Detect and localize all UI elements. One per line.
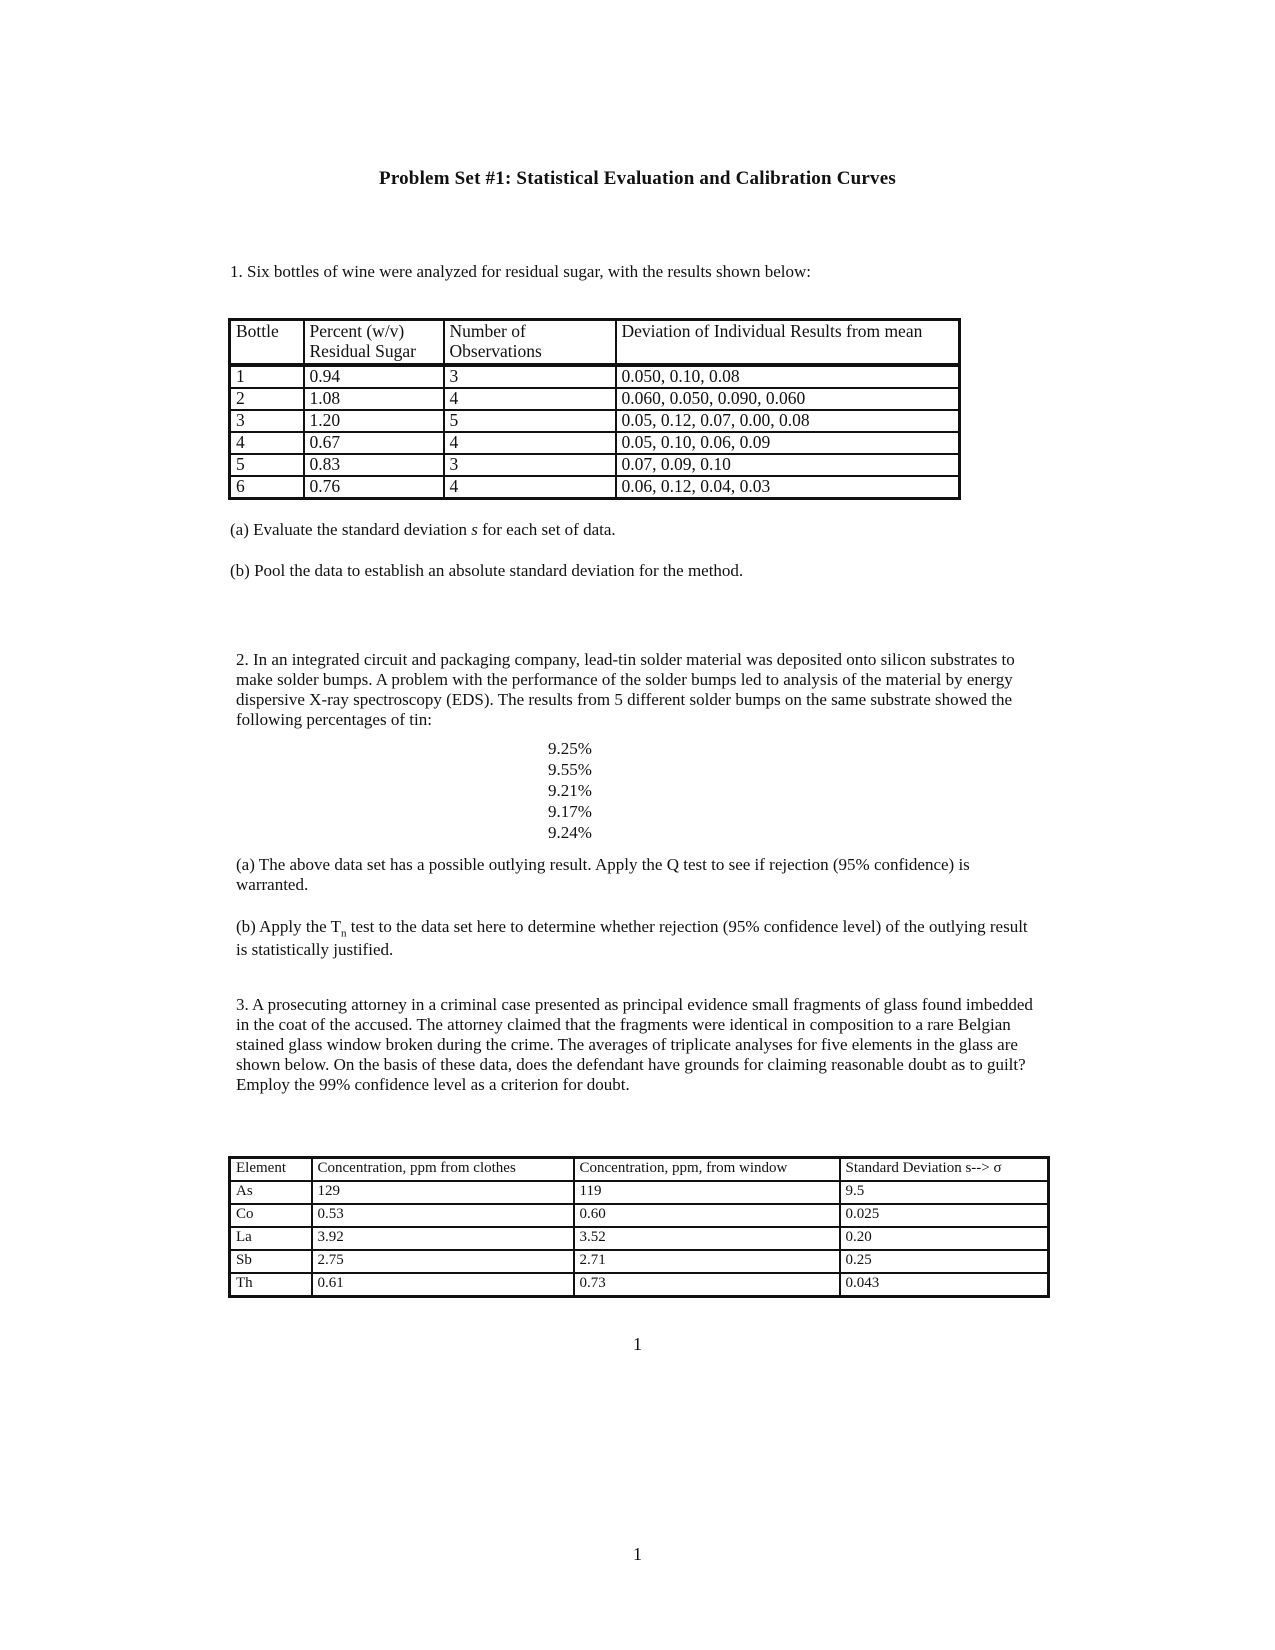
q3-text: 3. A prosecuting attorney in a criminal case presented as principal evidence small fragments of glass found imbedded in the coat of the accused. The attorney claimed that the fragments were identical in composition to a rare Belgian stained glass window broken during the crime. The averages of triplicate analyses for five elements in the glass are shown below. On the basis of these data, does the defendant have grounds for claiming reasonable doubt as to guilt? Employ the 99% confidence level as a criterion for doubt. — [236, 995, 1033, 1095]
table-cell: 0.060, 0.050, 0.090, 0.060 — [616, 388, 960, 410]
table-row — [230, 454, 960, 476]
table-cell: 129 — [312, 1181, 574, 1204]
list-item: 9.17% — [548, 802, 592, 821]
table-cell: 5 — [444, 410, 616, 432]
table-cell: 0.043 — [845, 1275, 880, 1291]
table-cell: 0.025 — [840, 1204, 1049, 1227]
table-cell: 0.05, 0.10, 0.06, 0.09 — [616, 432, 960, 454]
page-title: Problem Set #1: Statistical Evaluation and Calibration Curves — [379, 168, 896, 189]
table-cell: Co — [230, 1204, 312, 1227]
wine-sugar-table — [228, 318, 961, 500]
table-cell: 0.06, 0.12, 0.04, 0.03 — [621, 476, 771, 497]
table-cell: La — [230, 1227, 312, 1250]
table-row — [230, 410, 960, 432]
column-header: Standard Deviation s--> σ — [840, 1158, 1049, 1182]
table-row — [230, 1227, 1049, 1250]
table-cell: 1 — [230, 365, 304, 388]
q2-part-b-subscript: n — [340, 927, 347, 940]
q2-text: 2. In an integrated circuit and packaging company, lead-tin solder material was deposited onto silicon substrates to make solder bumps. A problem with the performance of the solder bumps led to analysis of the material by energy dispersive X-ray spectroscopy (EDS). The results from 5 different solder bumps on the same substrate showed the following percentages of tin: — [236, 650, 1015, 730]
table-cell: 3 — [444, 454, 616, 476]
table-cell: 4 — [444, 388, 616, 410]
table-cell: 1.08 — [304, 388, 444, 410]
table-cell: 4 — [444, 432, 616, 454]
list-item: 9.21% — [548, 781, 592, 800]
list-item: 9.55% — [548, 760, 592, 779]
q2-part-b-text: (b) Apply the T — [236, 917, 341, 936]
q1-part-b: (b) Pool the data to establish an absolute standard deviation for the method. — [230, 561, 744, 580]
table-cell: 0.61 — [312, 1273, 574, 1297]
table-cell: 0.76 — [304, 476, 444, 499]
table-cell: 0.25 — [840, 1250, 1049, 1273]
page-number-outer: 1 — [633, 1544, 642, 1564]
table-cell: 119 — [574, 1181, 840, 1204]
table-row — [230, 1181, 1049, 1204]
table-row — [230, 432, 960, 454]
table-cell: 1.20 — [304, 410, 444, 432]
table-cell: 0.050, 0.10, 0.08 — [616, 365, 960, 388]
table-row — [230, 1250, 1049, 1273]
page-number-inner: 1 — [633, 1334, 642, 1354]
table-cell: 3 — [230, 410, 304, 432]
list-item: 9.24% — [548, 823, 592, 842]
table-cell: 2.71 — [574, 1250, 840, 1273]
list-item: 9.25% — [548, 739, 592, 758]
table-cell: 0.60 — [574, 1204, 840, 1227]
table-cell: 0.83 — [304, 454, 444, 476]
table-cell: 0.94 — [304, 365, 444, 388]
table-cell: 0.20 — [840, 1227, 1049, 1250]
table-header-row — [230, 320, 960, 366]
table-cell: 0.07, 0.09, 0.10 — [616, 454, 960, 476]
q1-part-a-variable: s — [471, 520, 478, 539]
table-cell: 3 — [444, 365, 616, 388]
column-header: Element — [230, 1158, 312, 1182]
q1-part-a-text-end: for each set of data. — [477, 520, 616, 539]
table-row — [230, 1273, 1049, 1297]
table-cell: 0.73 — [574, 1273, 840, 1297]
q1-intro: 1. Six bottles of wine were analyzed for residual sugar, with the results shown below: — [230, 262, 811, 281]
table-cell: 0.05, 0.12, 0.07, 0.00, 0.08 — [616, 410, 960, 432]
column-header: Bottle — [230, 320, 304, 366]
table-cell: 3.52 — [574, 1227, 840, 1250]
glass-elements-table — [228, 1156, 1050, 1298]
table-row — [230, 1204, 1049, 1227]
tin-percentages-list — [548, 738, 592, 843]
table-cell: 0.67 — [304, 432, 444, 454]
table-cell: 6 — [230, 476, 304, 499]
table-cell: 4 — [230, 432, 304, 454]
table-header-row — [230, 1158, 1049, 1182]
table-cell: As — [230, 1181, 312, 1204]
column-header: Concentration, ppm, from window — [574, 1158, 840, 1182]
q2-part-b — [236, 917, 1036, 960]
table-cell: Sb — [230, 1250, 312, 1273]
q1-part-a — [230, 520, 1130, 540]
table-cell: 9.5 — [840, 1181, 1049, 1204]
table-cell: Th — [230, 1273, 312, 1297]
table-cell: 0.53 — [312, 1204, 574, 1227]
table-cell: 4 — [444, 476, 616, 499]
q2-part-a: (a) The above data set has a possible outlying result. Apply the Q test to see if rejection (95% confidence) is warranted. — [236, 855, 970, 895]
column-header: Percent (w/v) Residual Sugar — [304, 320, 444, 366]
table-cell: 2.75 — [312, 1250, 574, 1273]
table-row — [230, 388, 960, 410]
column-header: Deviation of Individual Results from mean — [616, 320, 960, 366]
table-cell: 5 — [230, 454, 304, 476]
table-cell: 2 — [230, 388, 304, 410]
table-row — [230, 365, 960, 388]
column-header: Number of Observations — [444, 320, 616, 366]
table-cell: 3.92 — [312, 1227, 574, 1250]
q1-part-a-text: (a) Evaluate the standard deviation — [230, 520, 472, 539]
q2-part-b-text-end: test to the data set here to determine whether rejection (95% confidence level) of the outlying result is statistically justified. — [236, 917, 1028, 960]
table-row — [230, 476, 960, 499]
column-header: Concentration, ppm from clothes — [312, 1158, 574, 1182]
